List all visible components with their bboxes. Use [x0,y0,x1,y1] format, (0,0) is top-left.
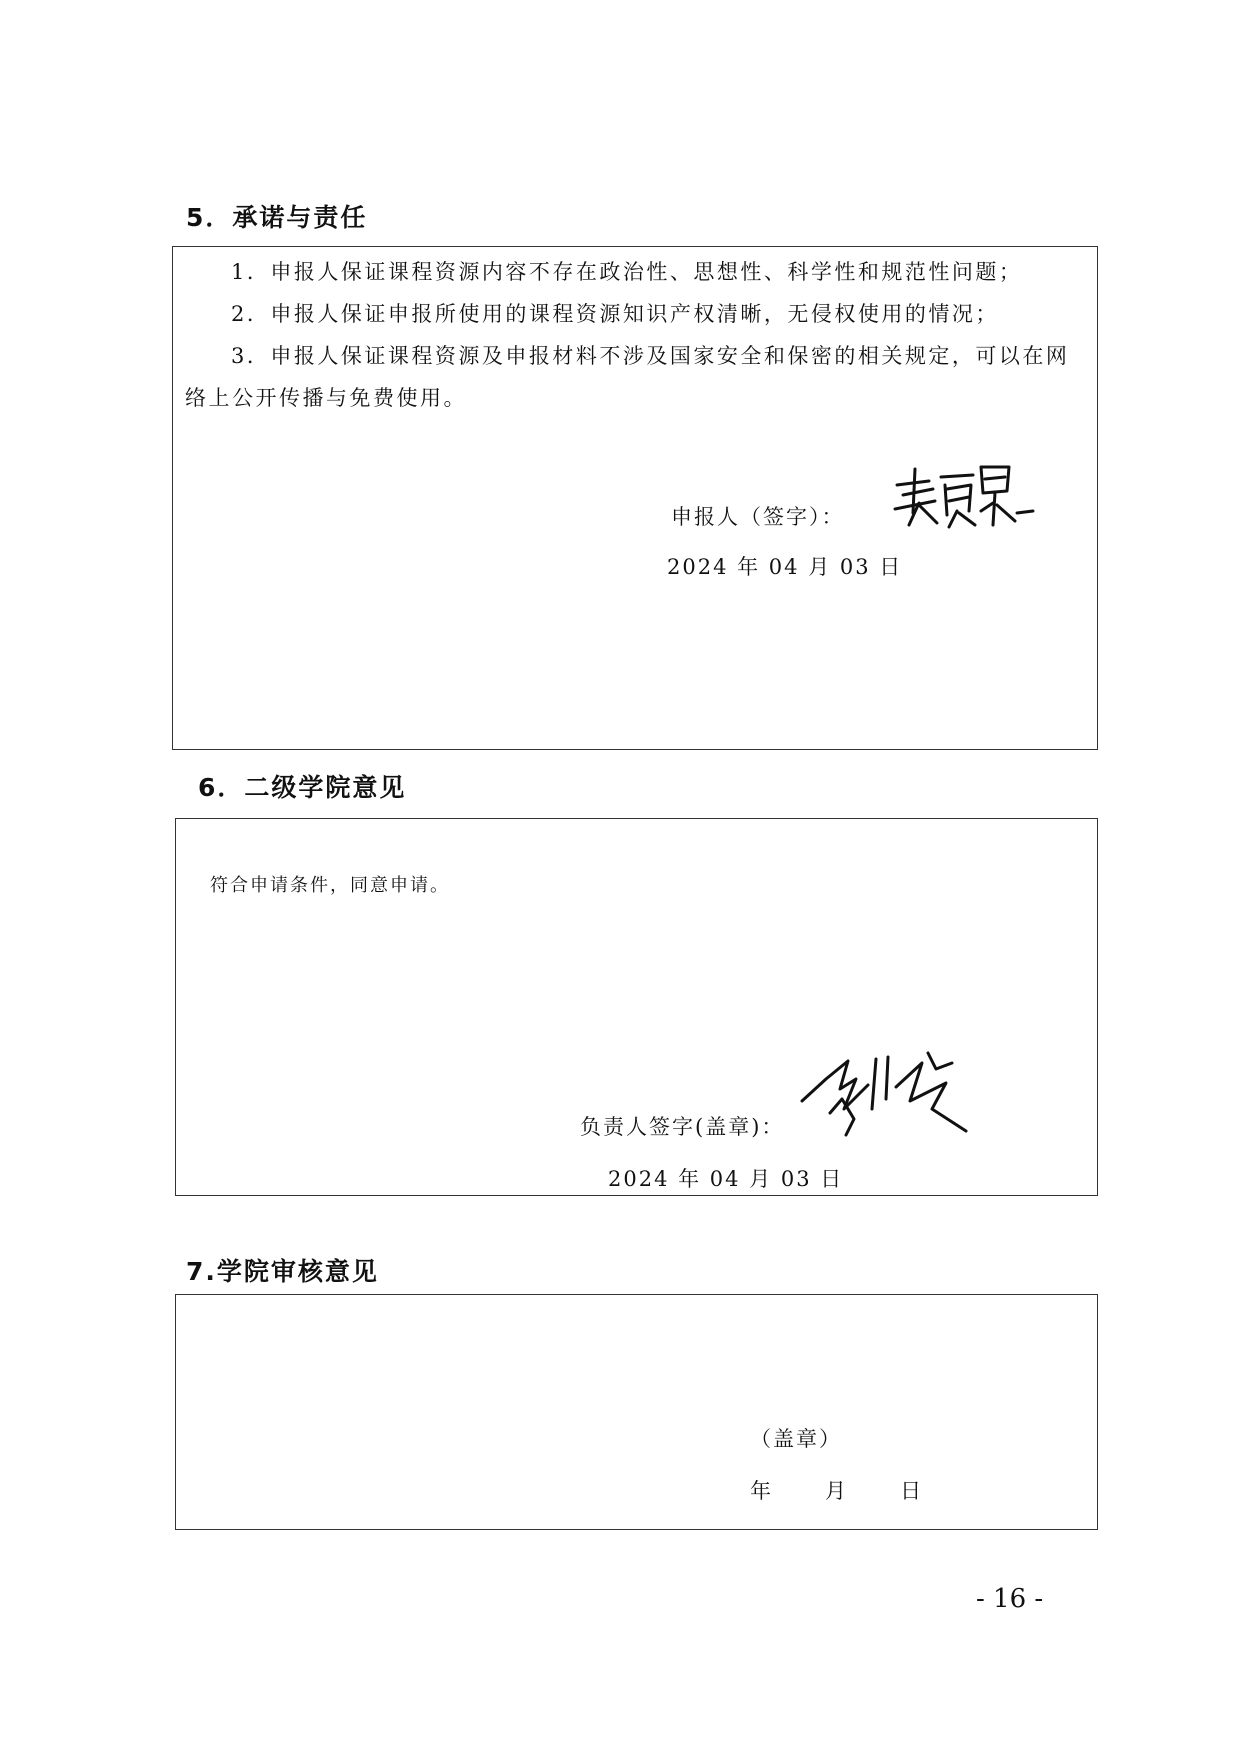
commitment-item-3: 3．申报人保证课程资源及申报材料不涉及国家安全和保密的相关规定，可以在网络上公开传播与免费使用。 [185,344,1070,410]
leader-signature-label: 负责人签字(盖章)： [580,1115,785,1139]
applicant-signature [889,455,1039,535]
leader-signature [796,1039,976,1139]
commitment-item-1: 1．申报人保证课程资源内容不存在政治性、思想性、科学性和规范性问题； [231,260,1023,284]
college-opinion-text: 符合申请条件，同意申请。 [210,875,450,896]
section-6-title: 6．二级学院意见 [198,773,407,802]
page-number: - 16 - [976,1584,1044,1614]
applicant-signature-label: 申报人（签字）： [671,505,845,529]
commitment-item-2: 2．申报人保证申报所使用的课程资源知识产权清晰，无侵权使用的情况； [231,302,999,326]
section-5-box [172,246,1098,750]
section-6-box [175,818,1098,1196]
section-5-title: 5．承诺与责任 [186,203,368,232]
section-7-title: 7.学院审核意见 [186,1257,379,1286]
applicant-sign-date: 2024 年 04 月 03 日 [667,555,903,579]
leader-sign-date: 2024 年 04 月 03 日 [608,1167,844,1191]
review-date-placeholder: 年 月 日 [750,1479,924,1503]
section-7-box [175,1294,1098,1530]
stamp-label: （盖章） [750,1427,842,1451]
